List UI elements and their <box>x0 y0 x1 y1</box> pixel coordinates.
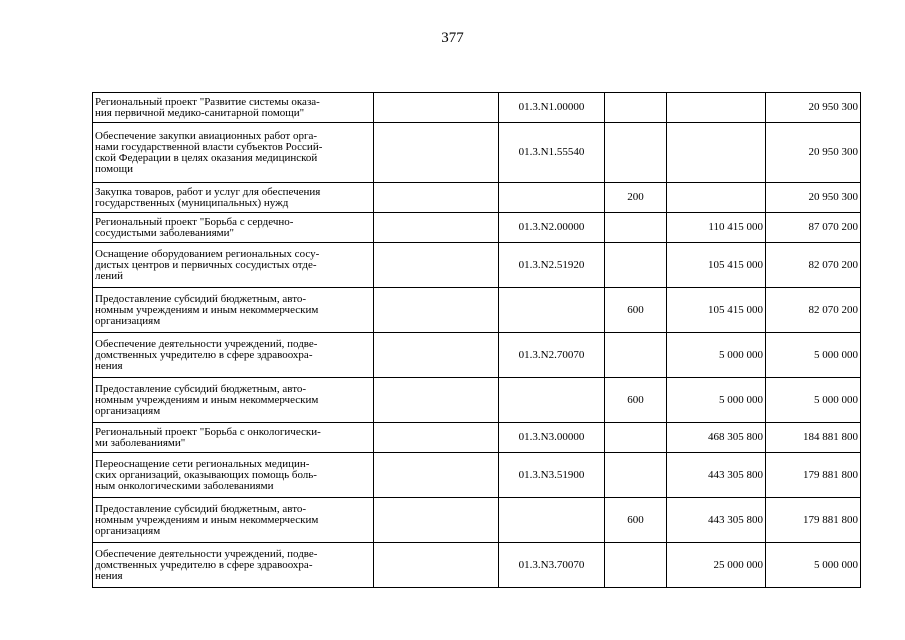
row-amount-1-cell <box>667 288 766 333</box>
row-expense-kind-cell <box>605 183 667 213</box>
row-amount-1-cell <box>667 543 766 588</box>
row-expense-kind-cell <box>605 378 667 423</box>
row-name-text: Закупка товаров, работ и услуг для обеспечения государственных (муниципальных) нужд <box>95 185 321 209</box>
table-row <box>93 243 861 288</box>
row-expense-kind-text: 600 <box>627 393 644 406</box>
row-amount-1-cell <box>667 378 766 423</box>
row-amount-2-text: 82 070 200 <box>808 303 858 316</box>
row-blank-cell <box>374 213 499 243</box>
row-amount-1-text: 5 000 000 <box>719 348 763 361</box>
row-expense-kind-text: 200 <box>627 191 644 203</box>
row-name-text: Региональный проект "Борьба с сердечно- сосудистыми заболеваниями" <box>95 215 294 239</box>
row-amount-2-cell <box>766 543 861 588</box>
row-expense-kind-cell <box>605 543 667 588</box>
row-name-text: Оснащение оборудованием региональных сосу- дистых центров и первичных сосудистых отде- лений <box>95 247 320 282</box>
row-blank-cell <box>374 243 499 288</box>
row-blank-cell <box>374 453 499 498</box>
row-code-cell <box>499 543 605 588</box>
row-amount-2-text: 20 950 300 <box>808 101 858 113</box>
row-name-text: Обеспечение закупки авиационных работ орга- нами государственной власти субъектов Россий- ской Федерации в целях оказания медицинской помощи <box>95 129 323 175</box>
row-amount-1-text: 468 305 800 <box>708 431 763 443</box>
row-code-cell <box>499 93 605 123</box>
row-amount-1-text: 443 305 800 <box>708 513 763 526</box>
row-amount-1-text: 25 000 000 <box>713 558 763 571</box>
budget-table-body <box>93 93 861 588</box>
row-code-text: 01.3.N2.51920 <box>518 258 585 271</box>
row-code-text: 01.3.N3.51900 <box>518 468 585 481</box>
row-amount-2-cell <box>766 333 861 378</box>
row-amount-2-text: 5 000 000 <box>814 348 858 361</box>
row-expense-kind-cell <box>605 423 667 453</box>
table-row <box>93 93 861 123</box>
row-name-cell <box>93 288 374 333</box>
row-code-cell <box>499 498 605 543</box>
row-expense-kind-cell <box>605 243 667 288</box>
row-expense-kind-cell <box>605 213 667 243</box>
row-name-text: Предоставление субсидий бюджетным, авто- номным учреждениям и иным некоммерческим организациям <box>95 292 319 327</box>
row-amount-1-cell <box>667 123 766 183</box>
row-blank-cell <box>374 123 499 183</box>
row-amount-2-text: 184 881 800 <box>803 431 858 443</box>
row-expense-kind-cell <box>605 93 667 123</box>
row-blank-cell <box>374 93 499 123</box>
row-name-text: Обеспечение деятельности учреждений, подве- домственных учредителю в сфере здравоохра- нения <box>95 547 318 582</box>
table-row <box>93 183 861 213</box>
row-amount-2-text: 20 950 300 <box>808 146 858 158</box>
table-row <box>93 213 861 243</box>
row-amount-2-cell <box>766 123 861 183</box>
row-blank-cell <box>374 543 499 588</box>
table-row <box>93 123 861 183</box>
row-amount-2-cell <box>766 213 861 243</box>
row-code-text: 01.3.N3.70070 <box>518 558 585 571</box>
row-name-cell <box>93 123 374 183</box>
row-name-cell <box>93 378 374 423</box>
row-expense-kind-cell <box>605 498 667 543</box>
row-amount-2-cell <box>766 243 861 288</box>
row-code-text: 01.3.N2.70070 <box>518 348 585 361</box>
row-blank-cell <box>374 423 499 453</box>
row-expense-kind-cell <box>605 123 667 183</box>
budget-table <box>92 92 861 588</box>
row-amount-1-cell <box>667 333 766 378</box>
row-amount-2-cell <box>766 378 861 423</box>
table-row <box>93 423 861 453</box>
row-code-cell <box>499 213 605 243</box>
row-name-text: Предоставление субсидий бюджетным, авто- номным учреждениям и иным некоммерческим организациям <box>95 382 319 417</box>
row-amount-1-cell <box>667 453 766 498</box>
row-name-cell <box>93 543 374 588</box>
row-amount-2-text: 87 070 200 <box>808 221 858 233</box>
row-amount-1-cell <box>667 213 766 243</box>
row-amount-2-text: 179 881 800 <box>803 468 858 481</box>
row-amount-2-cell <box>766 423 861 453</box>
row-expense-kind-text: 600 <box>627 303 644 316</box>
table-row <box>93 378 861 423</box>
row-name-cell <box>93 423 374 453</box>
row-expense-kind-cell <box>605 453 667 498</box>
row-name-text: Региональный проект "Развитие системы оказа- ния первичной медико-санитарной помощи" <box>95 95 320 119</box>
row-amount-2-text: 20 950 300 <box>808 191 858 203</box>
row-name-text: Переоснащение сети региональных медицин- ских организаций, оказывающих помощь боль- ным онкологическими заболеваниями <box>95 457 317 492</box>
row-name-cell <box>93 498 374 543</box>
row-blank-cell <box>374 333 499 378</box>
row-code-cell <box>499 453 605 498</box>
row-code-cell <box>499 333 605 378</box>
row-amount-2-cell <box>766 288 861 333</box>
row-amount-1-cell <box>667 243 766 288</box>
row-name-cell <box>93 213 374 243</box>
row-expense-kind-text: 600 <box>627 513 644 526</box>
table-row <box>93 288 861 333</box>
row-amount-2-cell <box>766 93 861 123</box>
row-name-cell <box>93 243 374 288</box>
table-row <box>93 543 861 588</box>
row-code-cell <box>499 183 605 213</box>
row-blank-cell <box>374 378 499 423</box>
row-blank-cell <box>374 498 499 543</box>
row-blank-cell <box>374 288 499 333</box>
row-code-text: 01.3.N1.00000 <box>518 101 585 113</box>
row-amount-2-text: 5 000 000 <box>814 558 858 571</box>
row-name-cell <box>93 183 374 213</box>
row-name-cell <box>93 333 374 378</box>
row-code-cell <box>499 123 605 183</box>
row-amount-2-text: 179 881 800 <box>803 513 858 526</box>
row-expense-kind-cell <box>605 333 667 378</box>
row-code-text: 01.3.N2.00000 <box>518 221 585 233</box>
row-code-text: 01.3.N1.55540 <box>518 146 585 158</box>
row-name-text: Предоставление субсидий бюджетным, авто- номным учреждениям и иным некоммерческим организациям <box>95 502 319 537</box>
row-amount-1-text: 5 000 000 <box>719 393 763 406</box>
row-code-cell <box>499 378 605 423</box>
table-row <box>93 333 861 378</box>
row-name-text: Региональный проект "Борьба с онкологически- ми заболеваниями" <box>95 425 321 449</box>
row-amount-1-cell <box>667 93 766 123</box>
row-amount-1-cell <box>667 183 766 213</box>
row-amount-1-cell <box>667 423 766 453</box>
table-row <box>93 453 861 498</box>
row-amount-2-cell <box>766 453 861 498</box>
row-amount-1-text: 443 305 800 <box>708 468 763 481</box>
page-number: 377 <box>441 30 464 46</box>
row-code-cell <box>499 423 605 453</box>
row-amount-1-text: 105 415 000 <box>708 258 763 271</box>
row-amount-2-cell <box>766 498 861 543</box>
row-amount-1-text: 110 415 000 <box>708 221 763 233</box>
row-name-text: Обеспечение деятельности учреждений, подве- домственных учредителю в сфере здравоохра- нения <box>95 337 318 372</box>
row-amount-2-text: 82 070 200 <box>808 258 858 271</box>
row-code-text: 01.3.N3.00000 <box>518 431 585 443</box>
row-amount-1-cell <box>667 498 766 543</box>
row-blank-cell <box>374 183 499 213</box>
row-code-cell <box>499 243 605 288</box>
row-name-cell <box>93 93 374 123</box>
table-row <box>93 498 861 543</box>
row-amount-2-cell <box>766 183 861 213</box>
row-name-cell <box>93 453 374 498</box>
row-amount-2-text: 5 000 000 <box>814 393 858 406</box>
row-expense-kind-cell <box>605 288 667 333</box>
row-code-cell <box>499 288 605 333</box>
row-amount-1-text: 105 415 000 <box>708 303 763 316</box>
